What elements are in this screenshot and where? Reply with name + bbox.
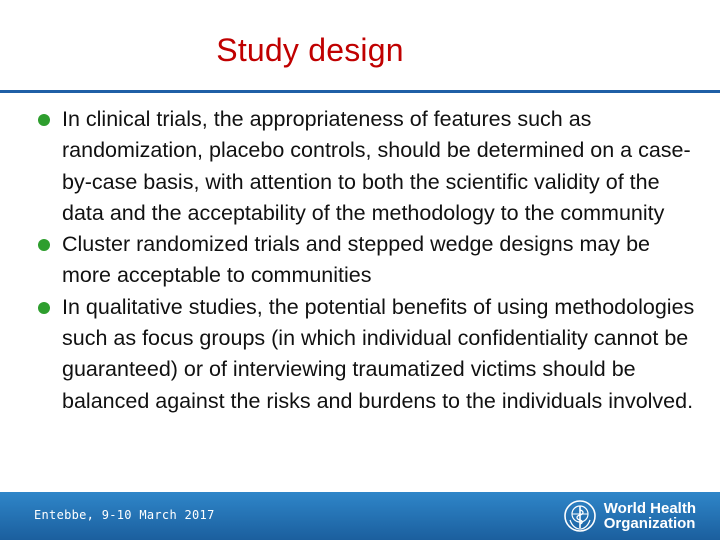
who-logo-text: World Health Organization [603, 500, 696, 532]
bullet-item [38, 292, 698, 417]
slide-title: Study design [216, 32, 404, 68]
bullet-item [38, 229, 698, 292]
bullet-text: Cluster randomized trials and stepped wedge designs may be more acceptable to communities [62, 232, 650, 288]
footer-event-text: Entebbe, 9-10 March 2017 [34, 508, 215, 522]
bullet-dot-icon [38, 302, 50, 314]
bullet-dot-icon [38, 239, 50, 251]
who-emblem-icon [562, 498, 598, 534]
footer-bar [0, 492, 720, 540]
bullet-list [38, 104, 698, 417]
bullet-item [38, 104, 698, 229]
who-logo [562, 498, 696, 534]
title-divider [0, 90, 720, 93]
bullet-text: In clinical trials, the appropriateness of features such as randomization, placebo controls, should be determined on a case-by-case basis, with attention to both the scientific validity of the data and the acceptability of the methodology to the community [62, 107, 691, 225]
bullet-dot-icon [38, 114, 50, 126]
bullet-text: In qualitative studies, the potential benefits of using methodologies such as focus groups (in which individual confidentiality cannot be guaranteed) or of interviewing traumatized victims should be balanced against the risks and burdens to the individuals involved. [62, 294, 695, 413]
